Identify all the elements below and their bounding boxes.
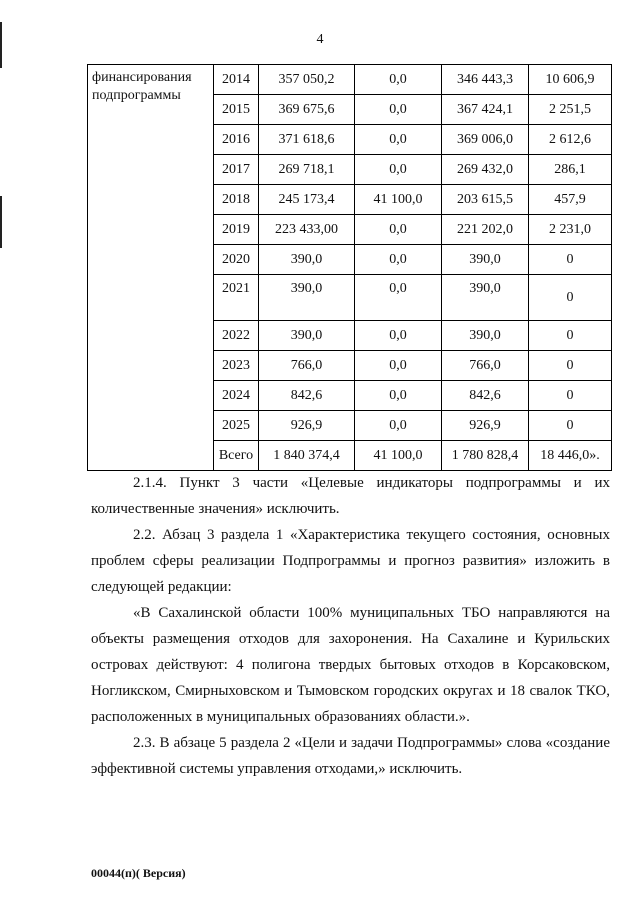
table-row — [88, 65, 612, 95]
year-cell: 2023 — [214, 351, 259, 381]
value-cell-c1: 390,0 — [259, 245, 355, 275]
value-cell-c1: 357 050,2 — [259, 65, 355, 95]
page-number: 4 — [316, 32, 324, 47]
value-cell-c1: 369 675,6 — [259, 95, 355, 125]
value-cell-c3: 390,0 — [442, 275, 529, 321]
value-cell-c4: 0 — [529, 381, 612, 411]
value-cell-c4: 0 — [529, 275, 612, 321]
paragraph-2-2: 2.2. Абзац 3 раздела 1 «Характеристика текущего состояния, основных проблем сферы реализации Подпрограммы и прогноз развития» изложить в следующей редакции: — [91, 527, 610, 595]
value-cell-c4: 0 — [529, 351, 612, 381]
value-cell-c1: 371 618,6 — [259, 125, 355, 155]
paragraph-2-1-4: 2.1.4. Пункт 3 части «Целевые индикаторы подпрограммы и их количественные значения» исключить. — [91, 475, 610, 517]
value-cell-c2: 0,0 — [355, 411, 442, 441]
value-cell-c1: 390,0 — [259, 321, 355, 351]
value-cell-c4: 2 231,0 — [529, 215, 612, 245]
value-cell-c2: 0,0 — [355, 125, 442, 155]
value-cell-c1: 269 718,1 — [259, 155, 355, 185]
value-cell-c4: 0 — [529, 245, 612, 275]
value-cell-c3: 766,0 — [442, 351, 529, 381]
value-cell-c4: 0 — [529, 321, 612, 351]
value-cell-c3: 367 424,1 — [442, 95, 529, 125]
footer-version: ( Версия) — [135, 866, 186, 880]
value-cell-c2: 0,0 — [355, 381, 442, 411]
value-cell-c2: 41 100,0 — [355, 185, 442, 215]
value-cell-c3: 221 202,0 — [442, 215, 529, 245]
value-cell-c3: 346 443,3 — [442, 65, 529, 95]
value-cell-c2: 0,0 — [355, 65, 442, 95]
value-cell-c3: 926,9 — [442, 411, 529, 441]
value-cell-c1: 245 173,4 — [259, 185, 355, 215]
year-cell: 2014 — [214, 65, 259, 95]
value-cell-c3: 1 780 828,4 — [442, 441, 529, 471]
year-cell: 2020 — [214, 245, 259, 275]
value-cell-c3: 842,6 — [442, 381, 529, 411]
year-cell: 2022 — [214, 321, 259, 351]
paragraph-quote: «В Сахалинской области 100% муниципальных ТБО направляются на объекты размещения отходов для захоронения. На Сахалине и Курильских островах действуют: 4 полигона твердых бытовых отходов в Корсаковском, Ногликском, Смирныховском и Тымовском городских округах и 18 свалок ТКО, расположенных в муниципальных образованиях области.». — [91, 605, 610, 725]
value-cell-c4: 10 606,9 — [529, 65, 612, 95]
footer — [91, 866, 186, 881]
value-cell-c1: 842,6 — [259, 381, 355, 411]
row-label: финансирования подпрограммы — [88, 65, 214, 471]
value-cell-c3: 269 432,0 — [442, 155, 529, 185]
value-cell-c3: 390,0 — [442, 321, 529, 351]
year-cell: 2018 — [214, 185, 259, 215]
value-cell-c2: 0,0 — [355, 95, 442, 125]
value-cell-c4: 457,9 — [529, 185, 612, 215]
value-cell-c4: 0 — [529, 411, 612, 441]
year-cell: 2015 — [214, 95, 259, 125]
value-cell-c2: 0,0 — [355, 215, 442, 245]
year-cell: 2016 — [214, 125, 259, 155]
value-cell-c4: 18 446,0». — [529, 441, 612, 471]
value-cell-c1: 223 433,00 — [259, 215, 355, 245]
value-cell-c2: 0,0 — [355, 245, 442, 275]
value-cell-c2: 0,0 — [355, 321, 442, 351]
value-cell-c4: 2 612,6 — [529, 125, 612, 155]
paragraph-2-3: 2.3. В абзаце 5 раздела 2 «Цели и задачи Подпрограммы» слова «создание эффективной системы управления отходами,» исключить. — [91, 735, 610, 777]
year-cell: 2017 — [214, 155, 259, 185]
value-cell-c3: 369 006,0 — [442, 125, 529, 155]
value-cell-c2: 0,0 — [355, 351, 442, 381]
value-cell-c3: 390,0 — [442, 245, 529, 275]
body-text — [91, 470, 610, 782]
value-cell-c3: 203 615,5 — [442, 185, 529, 215]
value-cell-c4: 286,1 — [529, 155, 612, 185]
year-cell: 2024 — [214, 381, 259, 411]
financing-table — [87, 64, 612, 471]
footer-code: 00044(п) — [91, 866, 136, 880]
value-cell-c1: 766,0 — [259, 351, 355, 381]
value-cell-c2: 41 100,0 — [355, 441, 442, 471]
value-cell-c1: 1 840 374,4 — [259, 441, 355, 471]
value-cell-c4: 2 251,5 — [529, 95, 612, 125]
year-cell: 2021 — [214, 275, 259, 321]
value-cell-c1: 390,0 — [259, 275, 355, 321]
value-cell-c2: 0,0 — [355, 275, 442, 321]
value-cell-c1: 926,9 — [259, 411, 355, 441]
year-cell: Всего — [214, 441, 259, 471]
year-cell: 2019 — [214, 215, 259, 245]
scan-mark-middle — [0, 196, 2, 248]
year-cell: 2025 — [214, 411, 259, 441]
value-cell-c2: 0,0 — [355, 155, 442, 185]
